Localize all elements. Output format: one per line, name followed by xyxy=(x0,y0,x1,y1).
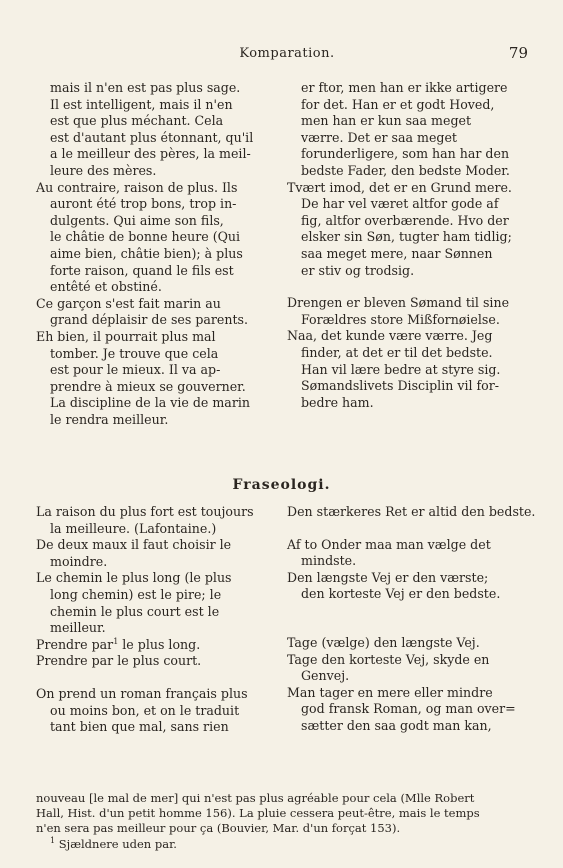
section-heading: Fraseologi. xyxy=(232,477,331,493)
text-line: a le meilleur des pères, la meil- xyxy=(50,146,251,162)
text-line: On prend un roman français plus xyxy=(36,685,248,701)
text-line: fig, altfor overbærende. Hvo der xyxy=(301,212,509,228)
text-line: Sømandslivets Disciplin vil for- xyxy=(301,378,500,394)
text-line: meilleur. xyxy=(50,620,106,636)
text-line: ou moins bon, et on le traduit xyxy=(50,702,240,718)
text-line: forte raison, quand le fils est xyxy=(50,262,234,278)
page-number: 79 xyxy=(508,44,528,62)
running-header xyxy=(46,44,528,64)
text-line: sætter den saa godt man kan, xyxy=(301,717,492,733)
text-line: den korteste Vej er den bedste. xyxy=(301,586,501,602)
text-line: bedre ham. xyxy=(301,394,374,410)
text-line: chemin le plus court est le xyxy=(50,603,220,619)
danish-text-column-top xyxy=(287,80,532,411)
text-line: Il est intelligent, mais il n'en xyxy=(50,96,233,112)
text-line: Drengen er bleven Sømand til sine xyxy=(287,295,510,311)
text-line: De deux maux il faut choisir le xyxy=(36,537,232,553)
text-line: men han er kun saa meget xyxy=(301,113,472,129)
paragraph-gap xyxy=(287,603,532,619)
text-line: est pour le mieux. Il va ap- xyxy=(50,362,221,378)
text-line: dulgents. Qui aime son fils, xyxy=(50,212,224,228)
text-line xyxy=(36,637,276,654)
text-line: La discipline de la vie de marin xyxy=(50,395,250,411)
text-line: le châtie de bonne heure (Qui xyxy=(50,229,241,245)
footnote-line: Hall, Hist. d'un petit homme 156). La pluie cessera peut-être, mais le temps xyxy=(36,806,480,821)
paragraph-gap xyxy=(287,279,532,295)
text-line: Le chemin le plus long (le plus xyxy=(36,570,232,586)
text-line: mindste. xyxy=(301,553,357,569)
text-line: værre. Det er saa meget xyxy=(301,129,457,145)
text-line: prendre à mieux se gouverner. xyxy=(50,378,246,394)
footnote-text: Sjældnere uden par. xyxy=(58,836,177,851)
text-line: Man tager en mere eller mindre xyxy=(287,684,493,700)
text-line: for det. Han er et godt Hoved, xyxy=(301,96,495,112)
text-line: saa meget mere, naar Sønnen xyxy=(301,245,493,261)
danish-phrase-column xyxy=(287,504,536,735)
text-line: tomber. Je trouve que cela xyxy=(50,345,219,361)
text-line: bedste Fader, den bedste Moder. xyxy=(301,162,510,178)
text-line: Au contraire, raison de plus. Ils xyxy=(36,179,238,195)
text-line: Han vil lære bedre at styre sig. xyxy=(301,361,501,377)
text-line: grand déplaisir de ses parents. xyxy=(50,312,249,328)
text-line: Tage den korteste Vej, skyde en xyxy=(287,651,490,667)
text-line: Tvært imod, det er en Grund mere. xyxy=(287,179,512,195)
footnote-marker: 1 xyxy=(50,835,56,845)
text-line: god fransk Roman, og man over= xyxy=(301,701,516,717)
header-title: Komparation. xyxy=(239,46,335,61)
text-line: Den stærkeres Ret er altid den bedste. xyxy=(287,504,536,519)
text-line: La raison du plus fort est toujours xyxy=(36,504,254,519)
text-line: Forældres store Mißfornøielse. xyxy=(301,311,500,327)
text-line: er stiv og trodsig. xyxy=(301,262,415,278)
text-line: le rendra meilleur. xyxy=(50,411,169,427)
text-line: Ce garçon s'est fait marin au xyxy=(36,295,221,311)
text-line: leure des mères. xyxy=(50,162,157,178)
french-phrase-column xyxy=(36,504,276,736)
footnote-line: n'en sera pas meilleur pour ça (Bouvier, Mar. d'un forçat 153). xyxy=(36,821,401,836)
text-line: er ftor, men han er ikke artigere xyxy=(301,80,508,95)
text-line: Tage (vælge) den længste Vej. xyxy=(287,634,480,650)
text-line: finder, at det er til det bedste. xyxy=(301,344,493,360)
text-line: est que plus méchant. Cela xyxy=(50,113,224,129)
text-line: Genvej. xyxy=(301,668,350,684)
text-line: aime bien, châtie bien); à plus xyxy=(50,245,243,261)
text-line: forunderligere, som han har den xyxy=(301,146,510,162)
text-line: tant bien que mal, sans rien xyxy=(50,719,229,735)
text-line: elsker sin Søn, tugter ham tidlig; xyxy=(301,229,512,245)
footnote-marker: 1 xyxy=(113,636,119,646)
text-line: auront été trop bons, trop in- xyxy=(50,196,237,212)
text-line: Prendre par le plus court. xyxy=(36,653,202,669)
paragraph-gap xyxy=(287,619,532,635)
paragraph-gap xyxy=(287,521,532,537)
footnote-line xyxy=(36,837,532,852)
text-line: entêté et obstiné. xyxy=(50,279,162,295)
text-fragment: Prendre par xyxy=(36,636,114,652)
text-line: De har vel været altfor gode af xyxy=(301,196,499,212)
text-line: Den længste Vej er den værste; xyxy=(287,569,489,585)
text-line: Eh bien, il pourrait plus mal xyxy=(36,328,216,344)
text-line: moindre. xyxy=(50,553,108,569)
text-line: long chemin) est le pire; le xyxy=(50,586,222,602)
text-line: Naa, det kunde være værre. Jeg xyxy=(287,328,493,344)
footnotes xyxy=(36,791,532,852)
text-line: est d'autant plus étonnant, qu'il xyxy=(50,129,254,145)
text-line: Af to Onder maa man vælge det xyxy=(287,536,491,552)
french-text-column-top xyxy=(36,80,276,428)
footnote-line: nouveau [le mal de mer] qui n'est pas plus agréable pour cela (Mlle Robert xyxy=(36,791,475,805)
text-fragment: le plus long. xyxy=(118,636,201,652)
text-line: mais il n'en est pas plus sage. xyxy=(50,80,241,95)
text-line: la meilleure. (Lafontaine.) xyxy=(50,520,217,536)
paragraph-gap xyxy=(36,670,276,686)
